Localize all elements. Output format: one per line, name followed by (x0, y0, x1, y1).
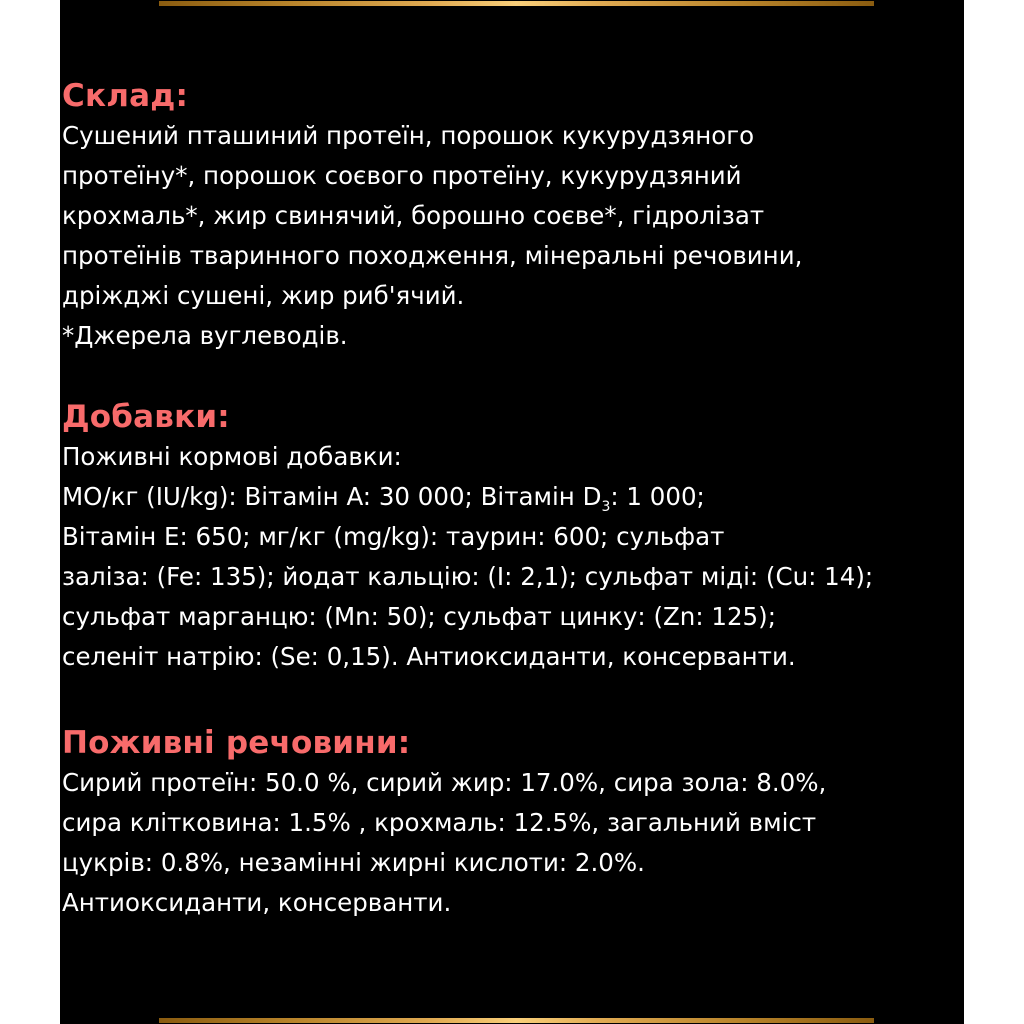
vitamin-d-value: : 1 000; (610, 482, 705, 511)
carbohydrate-sources-note: *Джерела вуглеводів. (62, 321, 348, 350)
nutrients-line: Антиоксиданти, консерванти. (62, 888, 452, 917)
composition-line: протеїнів тваринного походження, мінеральні речовини, (62, 241, 803, 270)
additives-line: селеніт натрію: (Se: 0,15). Антиоксиданти, консерванти. (62, 642, 796, 671)
nutrients-line: Сирий протеїн: 50.0 %, сирий жир: 17.0%, сира зола: 8.0%, (62, 768, 827, 797)
additives-heading: Добавки: (62, 399, 230, 435)
composition-heading: Склад: (62, 78, 189, 114)
additives-line: заліза: (Fe: 135); йодат кальцію: (I: 2,1); сульфат міді: (Cu: 14); (62, 562, 874, 591)
nutrients-line: цукрів: 0.8%, незамінні жирні кислоти: 2.0%. (62, 848, 645, 877)
top-gold-divider (159, 1, 874, 6)
additives-section (62, 397, 1022, 677)
additives-line: Поживні кормові добавки: (62, 442, 402, 471)
nutrients-section (62, 723, 1022, 923)
vitamin-a-d-text: МО/кг (IU/kg): Вітамін A: 30 000; Вітамін D (62, 482, 602, 511)
composition-line: дріжджі сушені, жир риб'ячий. (62, 281, 465, 310)
composition-section (62, 76, 1022, 356)
bottom-gold-divider (159, 1018, 874, 1023)
vitamin-d-subscript: 3 (601, 499, 611, 515)
additives-line: Вітамін E: 650; мг/кг (mg/kg): таурин: 600; сульфат (62, 522, 725, 551)
additives-line (62, 477, 1022, 517)
nutrients-line: сира клітковина: 1.5% , крохмаль: 12.5%, загальний вміст (62, 808, 817, 837)
composition-line: протеїну*, порошок соєвого протеїну, кукурудзяний (62, 161, 742, 190)
nutrients-heading: Поживні речовини: (62, 725, 411, 761)
composition-line: Сушений пташиний протеїн, порошок кукурудзяного (62, 121, 755, 150)
additives-line: сульфат марганцю: (Mn: 50); сульфат цинку: (Zn: 125); (62, 602, 776, 631)
composition-line: крохмаль*, жир свинячий, борошно соєве*, гідролізат (62, 201, 765, 230)
